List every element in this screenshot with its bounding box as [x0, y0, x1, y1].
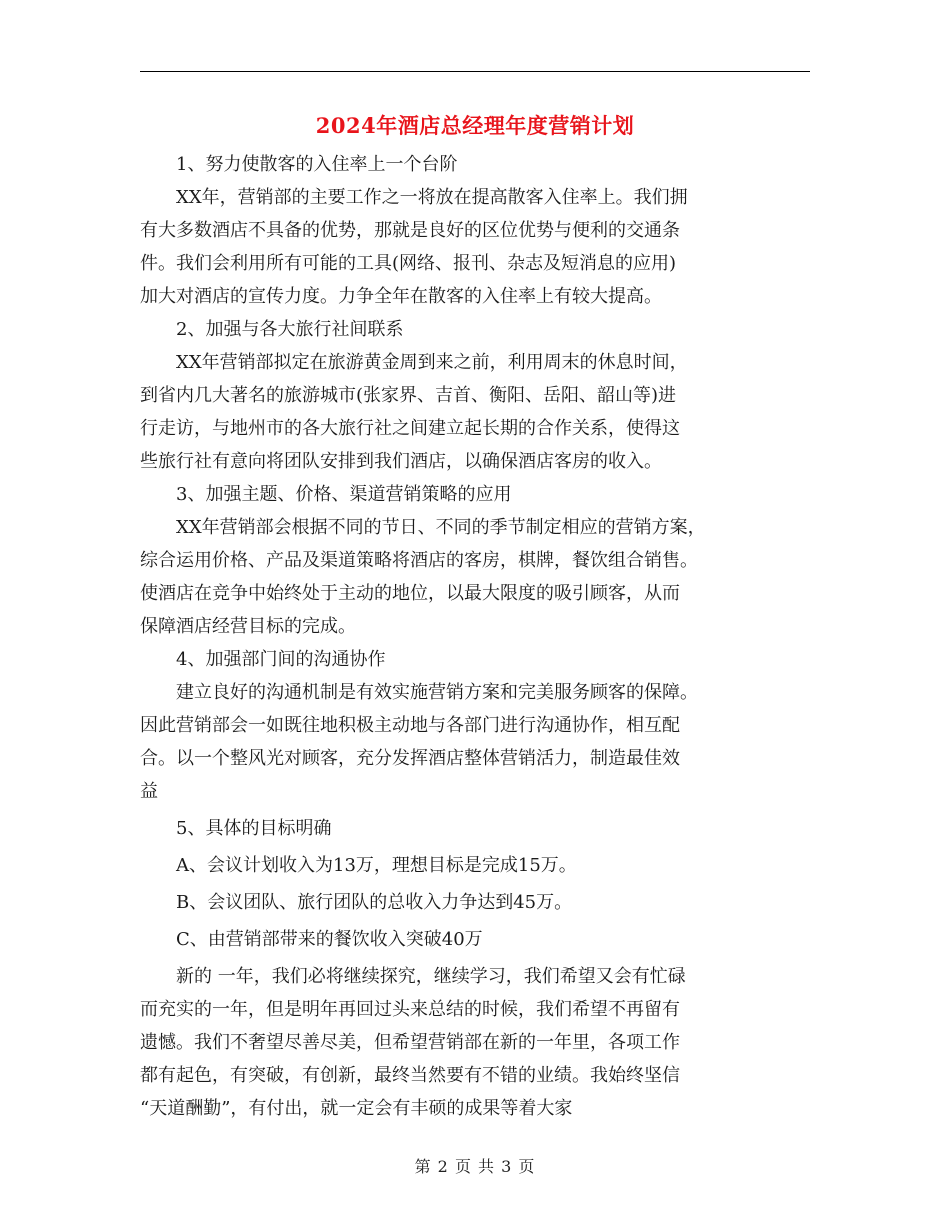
paragraph-line: 5、具体的目标明确: [140, 818, 332, 839]
paragraph-line: 新的 一年，我们必将继续探究，继续学习，我们希望又会有忙碌: [140, 966, 686, 987]
paragraph-line: 保障酒店经营目标的完成。: [140, 616, 356, 637]
paragraph-line: 都有起色，有突破，有创新，最终当然要有不错的业绩。我始终坚信: [140, 1065, 680, 1086]
paragraph-line: XX年营销部会根据不同的节日、不同的季节制定相应的营销方案，: [140, 517, 706, 538]
document-body: [140, 148, 810, 1125]
header-rule: [140, 71, 810, 72]
paragraph-line: 些旅行社有意向将团队安排到我们酒店，以确保酒店客房的收入。: [140, 451, 662, 472]
paragraph-line: C、由营销部带来的餐饮收入突破40万: [140, 929, 483, 950]
paragraph-line: 合。以一个整风光对顾客，充分发挥酒店整体营销活力，制造最佳效: [140, 748, 680, 769]
paragraph-line: 3、加强主题、价格、渠道营销策略的应用: [140, 484, 512, 505]
paragraph-line: 综合运用价格、产品及渠道策略将酒店的客房，棋牌，餐饮组合销售。: [140, 550, 698, 571]
paragraph-line: 有大多数酒店不具备的优势，那就是良好的区位优势与便利的交通条: [140, 220, 680, 241]
paragraph-line: XX年营销部拟定在旅游黄金周到来之前，利用周末的休息时间，: [140, 352, 688, 373]
paragraph-line: “天道酬勤”，有付出，就一定会有丰硕的成果等着大家: [140, 1098, 573, 1119]
document-title: 2024年酒店总经理年度营销计划: [315, 113, 635, 138]
paragraph-line: 件。我们会利用所有可能的工具(网络、报刊、杂志及短消息的应用): [140, 253, 677, 274]
paragraph-line: 4、加强部门间的沟通协作: [140, 649, 386, 670]
paragraph-line: 行走访，与地州市的各大旅行社之间建立起长期的合作关系，使得这: [140, 418, 680, 439]
paragraph-line: B、会议团队、旅行团队的总收入力争达到45万。: [140, 892, 573, 913]
paragraph-line: 而充实的一年，但是明年再回过头来总结的时候，我们希望不再留有: [140, 999, 680, 1020]
paragraph-line: 遗憾。我们不奢望尽善尽美，但希望营销部在新的一年里，各项工作: [140, 1032, 680, 1053]
paragraph-line: 1、努力使散客的入住率上一个台阶: [140, 154, 458, 175]
paragraph-line: 因此营销部会一如既往地积极主动地与各部门进行沟通协作，相互配: [140, 715, 680, 736]
paragraph-line: 使酒店在竞争中始终处于主动的地位，以最大限度的吸引顾客，从而: [140, 583, 680, 604]
paragraph-line: XX年，营销部的主要工作之一将放在提高散客入住率上。我们拥: [140, 187, 688, 208]
page-number-footer: 第 2 页 共 3 页: [414, 1157, 536, 1176]
paragraph-line: 到省内几大著名的旅游城市(张家界、吉首、衡阳、岳阳、韶山等)进: [140, 385, 677, 406]
paragraph-line: 建立良好的沟通机制是有效实施营销方案和完美服务顾客的保障。: [140, 682, 698, 703]
paragraph-line: A、会议计划收入为13万，理想目标是完成15万。: [140, 855, 577, 876]
paragraph-line: 2、加强与各大旅行社间联系: [140, 319, 404, 340]
paragraph-line: 加大对酒店的宣传力度。力争全年在散客的入住率上有较大提高。: [140, 286, 662, 307]
paragraph-line: 益: [140, 781, 158, 802]
